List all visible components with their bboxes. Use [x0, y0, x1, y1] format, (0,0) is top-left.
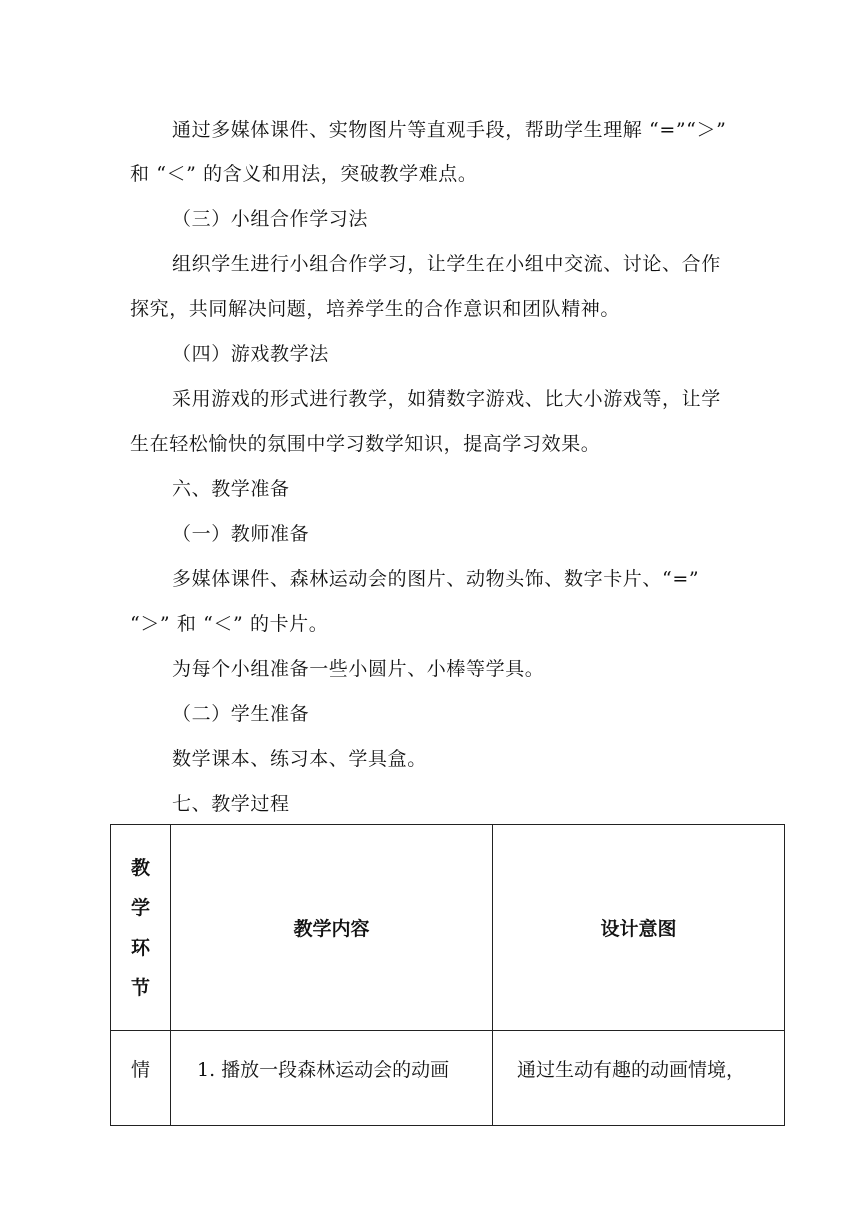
- header-intent-cell: 设计意图: [493, 825, 785, 1031]
- teaching-process-table: [110, 824, 785, 1126]
- paragraph-line: 采用游戏的形式进行教学，如猜数字游戏、比大小游戏等，让学: [172, 388, 721, 410]
- paragraph-line: 生在轻松愉快的氛围中学习数学知识，提高学习效果。: [130, 433, 601, 455]
- paragraph-line: 通过多媒体课件、实物图片等直观手段，帮助学生理解 “=”“＞”: [172, 119, 727, 141]
- paragraph-line: 组织学生进行小组合作学习，让学生在小组中交流、讨论、合作: [172, 253, 721, 275]
- section-heading: （三）小组合作学习法: [172, 208, 369, 230]
- section-heading: （一）教师准备: [172, 523, 310, 545]
- content-cell: 1. 播放一段森林运动会的动画: [171, 1031, 493, 1126]
- section-heading: （二）学生准备: [172, 703, 310, 725]
- paragraph-line: 为每个小组准备一些小圆片、小棒等学具。: [172, 658, 545, 680]
- section-heading: 六、教学准备: [172, 478, 290, 500]
- paragraph-line: 探究，共同解决问题，培养学生的合作意识和团队精神。: [130, 298, 621, 320]
- header-content-cell: 教学内容: [171, 825, 493, 1031]
- paragraph-line: 数学课本、练习本、学具盒。: [172, 748, 427, 770]
- header-stage-cell: [111, 825, 171, 1031]
- header-stage-char: 环: [130, 936, 150, 959]
- header-stage-char: 学: [130, 896, 150, 919]
- paragraph-line: 多媒体课件、森林运动会的图片、动物头饰、数字卡片、“=”: [172, 568, 700, 590]
- paragraph-line: 和 “＜” 的含义和用法，突破教学难点。: [130, 163, 478, 185]
- stage-cell: 情: [111, 1031, 171, 1126]
- intent-cell: 通过生动有趣的动画情境，: [493, 1031, 785, 1126]
- header-stage-char: 节: [130, 976, 150, 999]
- section-heading: 七、教学过程: [172, 793, 290, 815]
- table-header-row: [111, 825, 785, 1031]
- table-row: [111, 1031, 785, 1126]
- paragraph-line: “＞” 和 “＜” 的卡片。: [130, 613, 329, 635]
- section-heading: （四）游戏教学法: [172, 343, 329, 365]
- header-stage-char: 教: [130, 856, 150, 879]
